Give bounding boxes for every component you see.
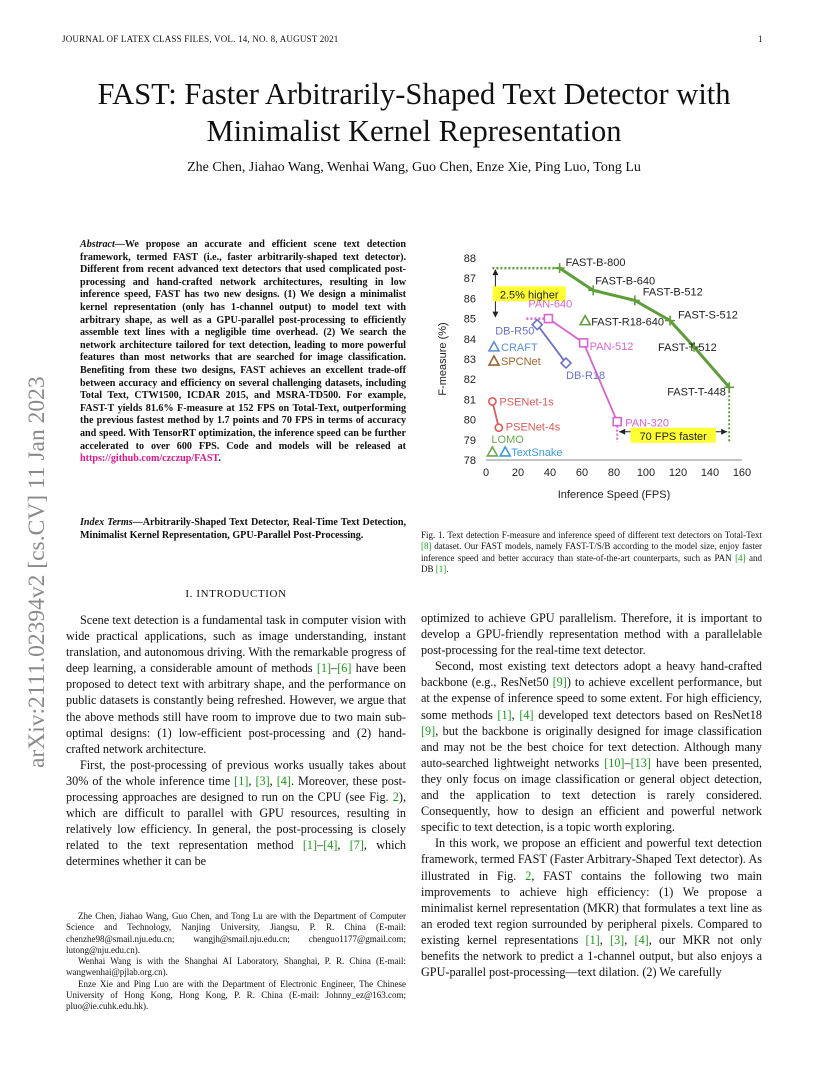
figure-link[interactable]: 2 [525,868,532,883]
text-run: , FAST contains the following two main improvements to achieve high efficiency: (1) We propose a minimalist kernel representation (MKR) that formulates a text line as an eroded text region surrounded by peripheral pixels. Compared to existing kernel representations [421,868,762,947]
text-run: , [511,707,520,722]
affiliation-footnotes [66,911,406,1013]
y-tick-label: 81 [463,394,476,407]
label-pan-512: PAN-512 [589,340,634,353]
label-fast-s-512: FAST-S-512 [678,309,738,322]
citation-link[interactable]: [4] [323,838,338,853]
citation-link[interactable]: [3] [610,932,625,947]
x-tick-label: 140 [700,467,720,479]
marker-spcnet [489,356,499,365]
text-run: – [317,838,324,853]
index-terms-body: —Arbitrarily-Shaped Text Detector, Real-Time Text Detection, Minimalist Kernel Representation, GPU-Parallel Post-Processing. [80,517,406,541]
x-tick-label: 100 [636,467,656,479]
text-run: , [269,773,277,788]
text-run: ) to achieve excellent performance, but at the expense of inference speed to some extent. For high efficiency, some methods [421,675,762,722]
citation-link[interactable]: [10] [604,755,625,770]
citation-link[interactable]: [7] [349,838,364,853]
figure-1-caption [421,530,762,575]
text-run: Second, most existing text detectors adopt a heavy hand-crafted backbone (e.g., ResNet50 [421,659,762,690]
speed-gain-label: 70 FPS faster [639,430,707,443]
label-psenet-1s: PSENet-1s [499,396,554,409]
intro-paragraph-1 [66,612,406,757]
text-run: , [337,838,350,853]
arrow-head [492,312,498,318]
y-tick-label: 84 [463,333,476,346]
text-run: Text detection F-measure and inference speed of different text detectors on Total-Text [444,530,762,540]
citation-link[interactable]: [4] [735,552,746,563]
text-run: – [624,755,631,770]
abstract-body: —We propose an accurate and efficient scene text detection framework, termed FAST (i.e., faster arbitrarily-shaped text detector). Different from recent advanced text detectors that used complicated post-processing and hand-crafted network architectures, resulting in low inference speed, FAST has two new designs. (1) We design a minimalist kernel representation (only has 1-channel output) to model text with arbitrary shape, as well as a GPU-parallel post-processing to efficiently assemble text lines with a negligible time overhead. (2) We search the network architecture tailored for text detection, leading to more powerful features than most networks that are searched for image classification. Benefiting from these two designs, FAST achieves an excellent trade-off between accuracy and efficiency on several challenging datasets, including Total Text, CTW1500, ICDAR 2015, and MSRA-TD500. For example, FAST-T yields 81.6% F-measure at 152 FPS on Total-Text, outperforming the previous fastest method by 1.7 points and 70 FPS in terms of accuracy and speed. With TensorRT optimization, the inference speed can be further accelerated to over 600 FPS. Code and models will be released at [80,239,406,452]
label-craft: CRAFT [501,341,538,354]
y-tick-label: 86 [463,293,476,306]
citation-link[interactable]: [6] [337,661,352,676]
citation-link[interactable]: [4] [276,773,291,788]
x-tick-label: 120 [668,467,688,479]
abstract-end: . [218,453,221,465]
figure-1-chart [422,250,767,520]
label-fast-r18-640: FAST-R18-640 [591,316,664,329]
accuracy-gain-label: 2.5% higher [499,289,559,302]
y-tick-label: 83 [463,354,476,366]
label-spcnet: SPCNet [501,356,541,369]
y-tick-label: 85 [463,313,476,326]
citation-link[interactable]: [9] [421,723,436,738]
x-tick-label: 20 [511,467,525,479]
paper-title: FAST: Faster Arbitrarily-Shaped Text Detector with Minimalist Kernel Representation [97,77,731,148]
text-run: , [248,773,256,788]
text-run: have been proposed to detect text with arbitrary shape, and the performance on public datasets is constantly being refreshed. However, we argue that the above methods still have room to improve due to two main sub-optimal designs: (1) low-efficient post-processing and (2) hand-crafted network architecture. [66,661,406,756]
caption-label: Fig. 1. [421,530,445,540]
text-run: . Moreover, these post-processing approaches are designed to run on the CPU (see Fig. [66,773,407,805]
intro-paragraph-3: optimized to achieve GPU parallelism. Therefore, it is important to develop a GPU-friendly representation method with a parallelable post-processing for the real-time text detector. [421,611,762,658]
marker-pan-512 [580,339,588,347]
footnote-1: Zhe Chen, Jiahao Wang, Guo Chen, and Tong Lu are with the Department of Computer Science and Technology, Nanjing University, Jiangsu, P. R. China (E-mail: chenzhe98@smail.nju.edu.cn; wangjh@smail.nju.edu.cn; chenguo1177@gmail.com; lutong@nju.edu.cn). [66,911,406,955]
marker-craft [489,342,499,351]
index-terms [80,517,406,542]
intro-paragraph-4 [421,658,762,835]
intro-paragraph-5 [421,835,762,980]
marker-psenet-1s [489,398,496,405]
citation-link[interactable]: [4] [519,707,534,722]
series-line [537,325,566,363]
text-run: , but the backbone is originally designed for image classification and may not be the best choice for text detection. Although many auto-searched lightweight networks [421,723,762,770]
y-tick-label: 82 [463,374,476,387]
text-run: , which determines whether it can be [66,838,406,869]
label-fast-t-512: FAST-T-512 [658,341,717,354]
x-tick-label: 0 [482,467,490,479]
intro-left-column [66,612,406,870]
text-run: First, the post-processing of previous works usually takes about 30% of the whole inference time [66,757,406,788]
text-run: In this work, we propose an efficient and powerful text detection framework, termed FAST (Faster Arbitrary-Shaped Text detector). As illustrated in Fig. [421,836,762,883]
marker-textsnake [500,447,510,456]
label-fast-b-512: FAST-B-512 [642,286,703,299]
citation-link[interactable]: [1] [585,932,600,947]
label-db-r18: DB-R18 [566,370,606,383]
marker-psenet-4s [495,424,502,431]
label-fast-b-640: FAST-B-640 [595,275,656,288]
y-tick-label: 79 [463,434,476,447]
footnote-3: Enze Xie and Ping Luo are with the Department of Electronic Engineer, The Chinese University of Hong Kong, Hong Kong, P. R. China (E-mail: Johnny_ez@163.com; pluo@ie.cuhk.edu.hk). [66,978,406,1012]
x-tick-label: 40 [543,467,557,479]
arrow-head [492,269,498,275]
citation-link[interactable]: [8] [421,541,432,552]
y-tick-label: 78 [463,455,476,467]
label-pan-640: PAN-640 [528,298,573,311]
x-axis-label: Inference Speed (FPS) [557,489,671,501]
abstract [80,239,406,466]
label-psenet-4s: PSENet-4s [505,421,561,434]
citation-link[interactable]: [1] [435,563,447,574]
section-heading: I. INTRODUCTION [185,588,287,600]
text-run: . [446,563,449,574]
text-run: Scene text detection is a fundamental task in computer vision with wide practical applications, such as image understanding, instant translation, and autonomous driving. With the remarkable progress of deep learning, a considerable amount of methods [66,613,406,676]
text-run: dataset. Our FAST models, namely FAST-T/S/B according to the model size, enjoy faster inference speed and better accuracy than state-of-the-art counterparts, such as PAN [421,541,762,563]
marker-pan-320 [613,418,621,426]
citation-link[interactable]: [9] [552,675,567,690]
citation-link[interactable]: [4] [634,932,649,947]
index-terms-label: Index Terms [80,517,133,528]
citation-link[interactable]: [1] [302,838,318,853]
x-tick-label: 60 [575,467,589,479]
figure-link[interactable]: 2 [392,790,399,805]
citation-link[interactable]: [3] [255,773,270,788]
author-list: Zhe Chen, Jiahao Wang, Wenhai Wang, Guo Chen, Enze Xie, Ping Luo, Tong Lu [187,160,641,175]
marker-fast-r18-640 [580,316,590,325]
text-run: , [624,932,635,947]
intro-paragraph-2 [66,757,406,870]
label-lomo: LOMO [491,433,524,446]
page-number: 1 [758,34,763,44]
y-tick-label: 87 [463,273,476,286]
label-textsnake: TextSnake [511,446,563,459]
text-run: have been presented, they only focus on image classification or general object detection, and the application to text detection is rarely considered. Consequently, how to design an efficient and powerful network specific to text detection, is a topic worth exploring. [421,755,762,835]
arxiv-stamp [22,290,52,770]
label-db-r50: DB-R50 [495,325,535,338]
arxiv-stamp-text: arXiv:2111.02394v2 [cs.CV] 11 Jan 2023 [24,376,50,768]
citation-link[interactable]: [1] [316,661,332,676]
text-run: – [331,661,338,676]
citation-link[interactable]: [1] [497,707,512,722]
x-tick-label: 80 [607,467,621,479]
label-fast-t-448: FAST-T-448 [667,386,726,399]
marker-lomo [487,447,497,456]
footnote-2: Wenhai Wang is with the Shanghai AI Laboratory, Shanghai, P. R. China (E-mail: wangwenhai@pjlab.org.cn). [66,956,406,978]
citation-link[interactable]: [13] [630,755,651,770]
text-run: , our MKR not only benefits the network to predict a 1-channel output, but also enjoys a GPU-parallel post-processing—text dilation. (2) We carefully [421,932,762,980]
x-tick-label: 160 [732,467,752,479]
text-run: developed text detectors based on ResNet18 [533,707,762,722]
y-tick-label: 88 [463,253,476,265]
text-run: , [599,932,611,947]
text-run: ), which are difficult to parallel with GPU resources, resulting in relatively low efficiency. In general, the post-processing is closely related to the text representation method [66,790,406,853]
intro-right-column [421,610,762,980]
citation-link[interactable]: [1] [234,773,249,788]
label-pan-320: PAN-320 [625,417,670,430]
marker-pan-640 [544,315,552,323]
text-run: and DB [421,552,762,574]
y-axis-label: F-measure (%) [437,322,449,396]
y-tick-label: 80 [463,414,476,427]
label-fast-b-800: FAST-B-800 [565,257,626,270]
running-header: JOURNAL OF LATEX CLASS FILES, VOL. 14, NO. 8, AUGUST 2021 [62,34,339,44]
arrow-head [721,429,727,435]
abstract-label: Abstract [80,239,115,250]
code-link[interactable]: https://github.com/czczup/FAST [80,453,219,465]
